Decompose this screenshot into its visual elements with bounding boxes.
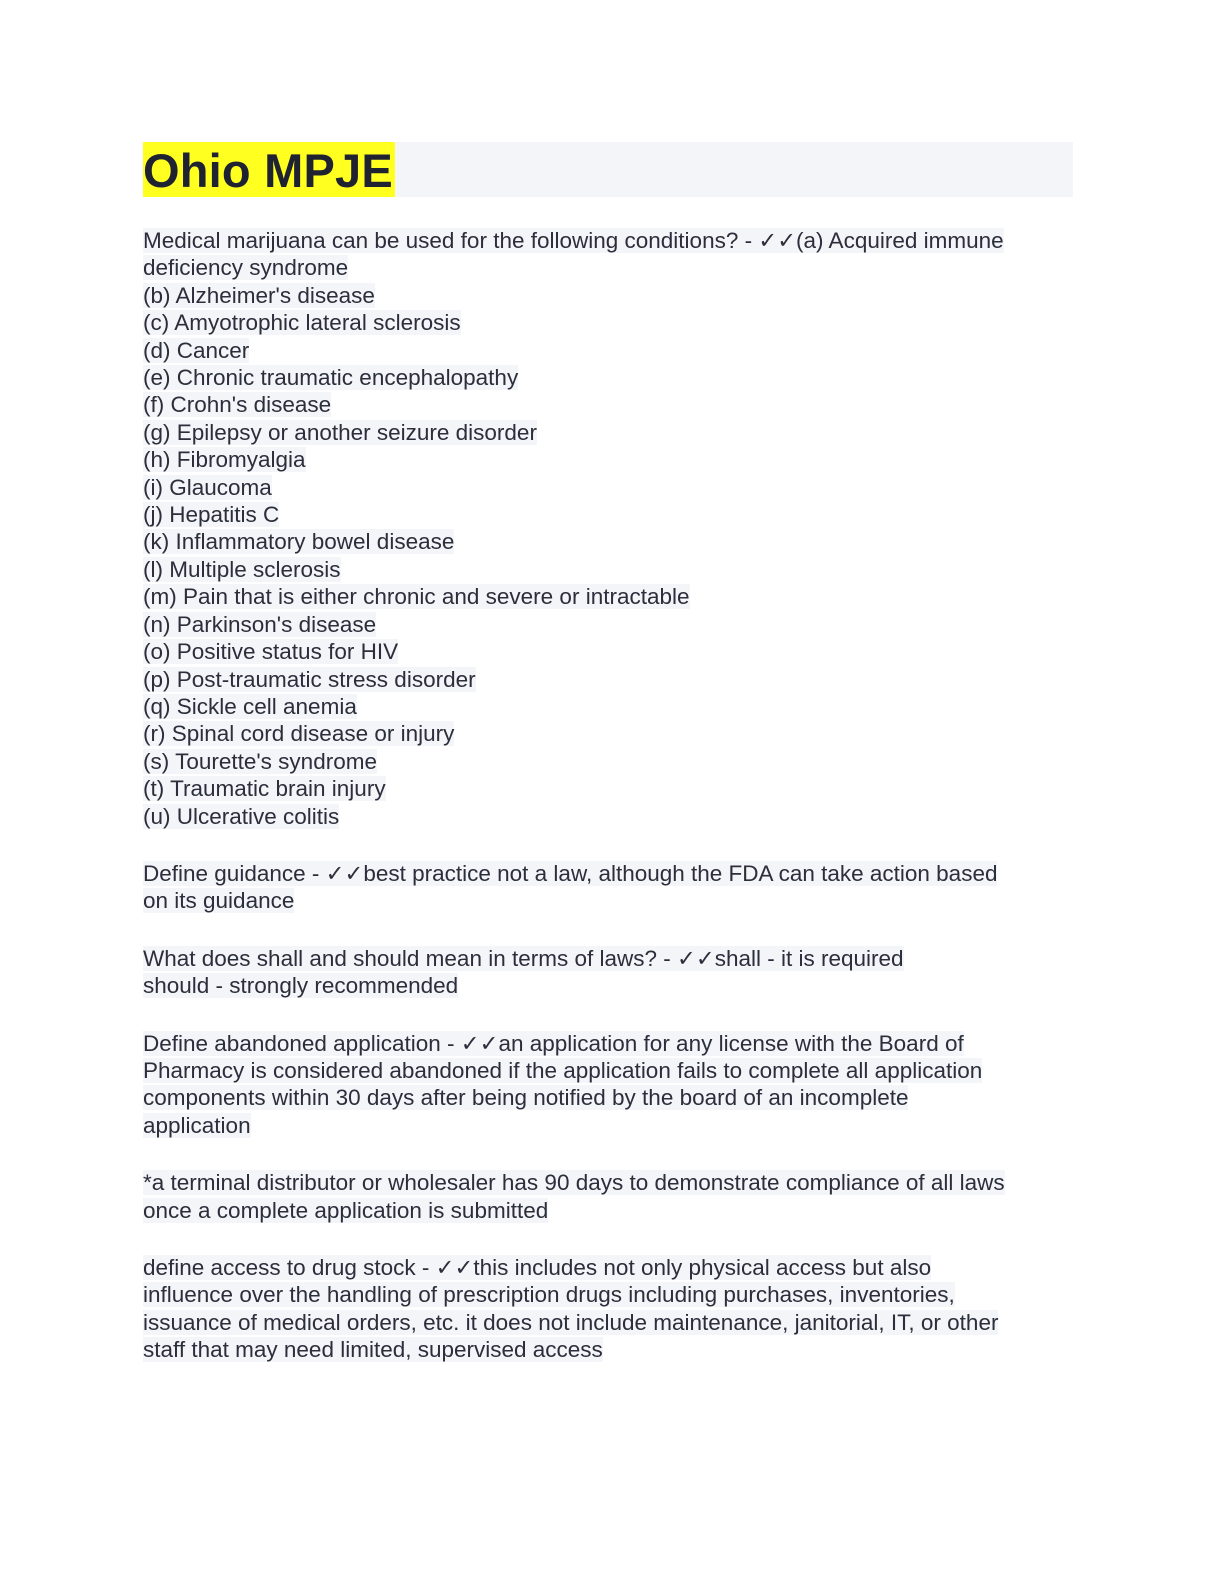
- text-line: [143, 775, 1073, 802]
- text-line: [143, 254, 1073, 281]
- text-line: [143, 1112, 1073, 1139]
- text-line: [143, 1057, 1073, 1084]
- text-line: [143, 666, 1073, 693]
- text-line: [143, 972, 1073, 999]
- text-line: [143, 887, 1073, 914]
- text-line: [143, 556, 1073, 583]
- text-line: [143, 693, 1073, 720]
- text-line: [143, 1084, 1073, 1111]
- text-line-content: should - strongly recommended: [143, 973, 459, 999]
- text-line-content: define access to drug stock - ✓✓this includes not only physical access but also: [143, 1255, 932, 1280]
- text-line-content: (s) Tourette's syndrome: [143, 748, 377, 774]
- qa-block: [143, 1254, 1073, 1364]
- text-line-content: What does shall and should mean in terms of laws? - ✓✓shall - it is required: [143, 945, 904, 971]
- text-line-content: (h) Fibromyalgia: [143, 447, 306, 473]
- text-line-content: (q) Sickle cell anemia: [143, 693, 357, 719]
- text-line-content: issuance of medical orders, etc. it does not include maintenance, janitorial, IT, or other: [143, 1309, 999, 1335]
- text-line: [143, 1281, 1073, 1308]
- text-line-content: (g) Epilepsy or another seizure disorder: [143, 419, 537, 445]
- text-line-content: (b) Alzheimer's disease: [143, 282, 375, 308]
- text-line-content: Medical marijuana can be used for the following conditions? - ✓✓(a) Acquired immune: [143, 228, 1004, 253]
- title-bar: [143, 142, 1073, 197]
- qa-block: [143, 860, 1073, 915]
- text-line-content: on its guidance: [143, 888, 295, 914]
- text-line-content: (p) Post-traumatic stress disorder: [143, 666, 476, 692]
- text-line: [143, 803, 1073, 830]
- text-line: [143, 1254, 1073, 1281]
- text-line: [143, 309, 1073, 336]
- text-line-content: (n) Parkinson's disease: [143, 611, 377, 637]
- text-line: [143, 501, 1073, 528]
- text-line-content: application: [143, 1112, 251, 1138]
- text-line-content: Pharmacy is considered abandoned if the application fails to complete all application: [143, 1057, 983, 1083]
- text-line-content: components within 30 days after being notified by the board of an incomplete: [143, 1085, 909, 1111]
- qa-block: [143, 1030, 1073, 1140]
- text-line: [143, 1336, 1073, 1363]
- text-line-content: *a terminal distributor or wholesaler has 90 days to demonstrate compliance of all laws: [143, 1170, 1005, 1196]
- text-line-content: (c) Amyotrophic lateral sclerosis: [143, 310, 461, 336]
- text-line-content: (i) Glaucoma: [143, 474, 272, 500]
- text-line-content: deficiency syndrome: [143, 255, 349, 281]
- text-line-content: (m) Pain that is either chronic and severe or intractable: [143, 584, 690, 610]
- document-page: [143, 142, 1073, 1394]
- document-content: [143, 227, 1073, 1364]
- text-line-content: (j) Hepatitis C: [143, 502, 280, 528]
- text-line: [143, 391, 1073, 418]
- text-line-content: Define abandoned application - ✓✓an application for any license with the Board of: [143, 1030, 964, 1056]
- text-line-content: (f) Crohn's disease: [143, 392, 332, 418]
- text-line: [143, 364, 1073, 391]
- text-line: [143, 1309, 1073, 1336]
- text-line: [143, 474, 1073, 501]
- text-line: [143, 337, 1073, 364]
- text-line-content: Define guidance - ✓✓best practice not a law, although the FDA can take action based: [143, 860, 998, 886]
- text-line-content: (r) Spinal cord disease or injury: [143, 721, 455, 747]
- text-line: [143, 720, 1073, 747]
- text-line: [143, 860, 1073, 887]
- text-line: [143, 583, 1073, 610]
- text-line: [143, 227, 1073, 254]
- text-line: [143, 528, 1073, 555]
- qa-block: [143, 227, 1073, 830]
- text-line: [143, 446, 1073, 473]
- qa-block: [143, 945, 1073, 1000]
- text-line-content: (o) Positive status for HIV: [143, 639, 399, 665]
- text-line: [143, 611, 1073, 638]
- text-line: [143, 282, 1073, 309]
- text-line: [143, 1030, 1073, 1057]
- text-line-content: once a complete application is submitted: [143, 1197, 549, 1223]
- text-line: [143, 945, 1073, 972]
- text-line-content: (u) Ulcerative colitis: [143, 803, 340, 829]
- page-title: Ohio MPJE: [143, 144, 393, 197]
- text-line-content: influence over the handling of prescription drugs including purchases, inventories,: [143, 1282, 955, 1308]
- text-line: [143, 748, 1073, 775]
- qa-block: [143, 1169, 1073, 1224]
- text-line: [143, 1197, 1073, 1224]
- text-line-content: (l) Multiple sclerosis: [143, 556, 341, 582]
- text-line: [143, 419, 1073, 446]
- text-line-content: (k) Inflammatory bowel disease: [143, 529, 455, 555]
- text-line-content: (t) Traumatic brain injury: [143, 776, 386, 802]
- text-line-content: staff that may need limited, supervised access: [143, 1337, 603, 1363]
- text-line: [143, 638, 1073, 665]
- text-line-content: (d) Cancer: [143, 337, 250, 363]
- text-line: [143, 1169, 1073, 1196]
- text-line-content: (e) Chronic traumatic encephalopathy: [143, 365, 519, 391]
